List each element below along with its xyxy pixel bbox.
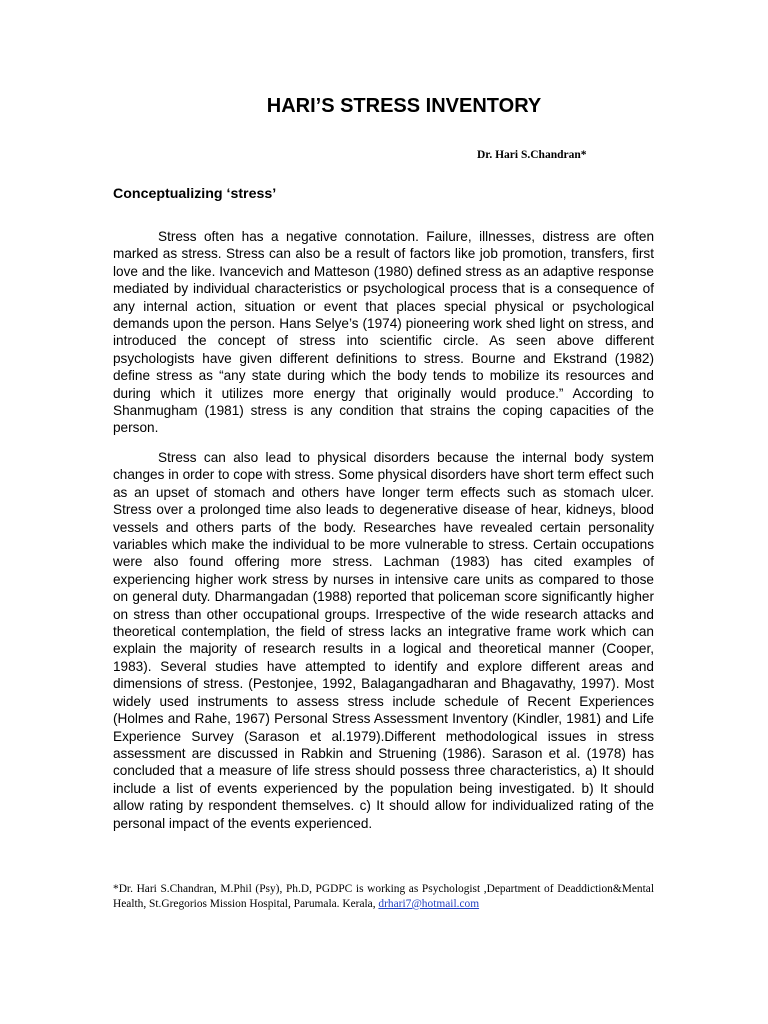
- footnote: [113, 882, 654, 912]
- document-title: HARI’S STRESS INVENTORY: [266, 95, 542, 117]
- body-paragraph-1: Stress often has a negative connotation. Failure, illnesses, distress are often marked as stress. Stress can also be a result of factors like job promotion, transfers, first love and the like. Ivancevich and Matteson (1980) defined stress as an adaptive response mediated by individual characteristics or psychological process that is a consequence of any internal action, situation or event that places special physical or psychological demands upon the person. Hans Selye’s (1974) pioneering work shed light on stress, and introduced the concept of stress into scientific circle. As seen above different psychologists have given different definitions to stress. Bourne and Ekstrand (1982) define stress as “any state during which the body tends to mobilize its resources and during which it utilizes more energy that originally would produce.” According to Shanmugham (1981) stress is any condition that strains the coping capacities of the person.: [113, 229, 654, 436]
- email-link[interactable]: drhari7@hotmail.com: [378, 898, 480, 910]
- section-heading: Conceptualizing ‘stress’: [113, 186, 277, 202]
- footnote-text: *Dr. Hari S.Chandran, M.Phil (Psy), Ph.D, PGDPC is working as Psychologist ,Department of Deaddiction&Mental Health, St.Gregorios Mission Hospital, Parumala. Kerala,: [113, 883, 654, 910]
- author-name: Dr. Hari S.Chandran*: [477, 149, 587, 161]
- body-paragraph-2: Stress can also lead to physical disorders because the internal body system changes in order to cope with stress. Some physical disorders have short term effect such as an upset of stomach and others have longer term effects such as stomach ulcer. Stress over a prolonged time also leads to degenerative disease of hear, kidneys, blood vessels and others parts of the body. Researches have revealed certain personality variables which make the individual to be more vulnerable to stress. Certain occupations were also found offering more stress. Lachman (1983) has cited examples of experiencing higher work stress by nurses in intensive care units as compared to those on general duty. Dharmangadan (1988) reported that policeman score significantly higher on stress than other occupational groups. Irrespective of the wide research attacks and theoretical contemplation, the field of stress lacks an integrative frame work which can explain the majority of research results in a logical and theoretical manner (Cooper, 1983). Several studies have attempted to identify and explore different areas and dimensions of stress. (Pestonjee, 1992, Balagangadharan and Bhagavathy, 1997). Most widely used instruments to assess stress include schedule of Recent Experiences (Holmes and Rahe, 1967) Personal Stress Assessment Inventory (Kindler, 1981) and Life Experience Survey (Sarason et al.1979).Different methodological issues in stress assessment are discussed in Rabkin and Struening (1986). Sarason et al. (1978) has concluded that a measure of life stress should possess three characteristics, a) It should include a list of events experienced by the population being investigated. b) It should allow rating by respondent themselves. c) It should allow for individualized rating of the personal impact of the events experienced.: [113, 450, 654, 831]
